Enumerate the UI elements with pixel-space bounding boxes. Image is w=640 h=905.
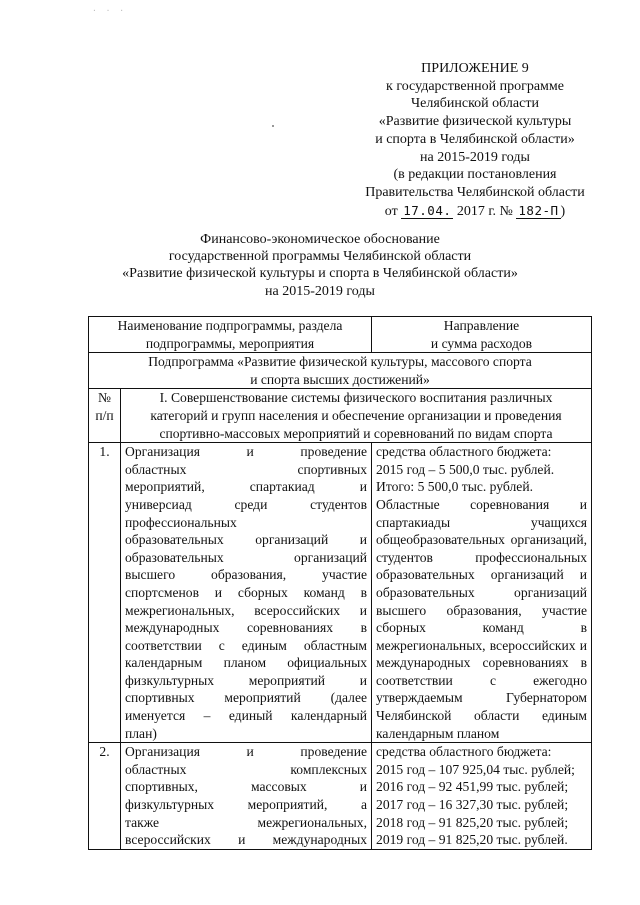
appendix-line: ПРИЛОЖЕНИЕ 9 xyxy=(421,61,529,76)
order-reference xyxy=(340,202,610,221)
cell-line: Челябинской области единым xyxy=(376,708,588,724)
table-header-row xyxy=(89,317,592,353)
cell-line: всероссийских и международных xyxy=(125,832,368,848)
cell-line: общеобразовательных организаций, xyxy=(376,532,588,548)
header-direction-line: и сумма расходов xyxy=(430,335,533,351)
cell-line: физкультурных мероприятий, а xyxy=(125,797,368,813)
title-line: Финансово-экономическое обоснование xyxy=(200,232,440,247)
appendix-line: Челябинской области xyxy=(411,96,539,112)
cell-line: областных спортивных xyxy=(125,461,368,477)
cell-line: также межрегиональных, xyxy=(125,814,368,830)
cell-line: межрегиональных, всероссийских и xyxy=(125,602,368,618)
cell-line: календарным планом xyxy=(376,725,500,741)
title-line: «Развитие физической культуры и спорта в Челябинской области» xyxy=(122,266,518,282)
scan-artifact: · · · xyxy=(92,6,127,15)
scan-dot xyxy=(272,125,274,127)
section-row xyxy=(89,389,592,443)
appendix-line: и спорта в Челябинской области» xyxy=(375,131,575,147)
header-direction-line: Направление xyxy=(443,318,520,333)
cell-line: средства областного бюджета: xyxy=(376,744,552,760)
cell-line: 2017 год – 16 327,30 тыс. рублей; xyxy=(376,797,569,813)
cell-line: спортсменов и сборных команд в xyxy=(125,584,368,600)
appendix-line: «Развитие физической культуры xyxy=(378,114,572,130)
cell-line: физкультурных мероприятий и xyxy=(125,672,368,688)
cell-line: спартакиады учащихся xyxy=(376,514,588,530)
activity-name-cell xyxy=(121,443,372,743)
cell-line: Организация и проведение xyxy=(125,744,368,760)
cell-line: Организация и проведение xyxy=(125,444,368,460)
cell-line: международных соревнованиях в xyxy=(125,620,368,636)
subprogram-row xyxy=(89,353,592,389)
cell-line: именуется – единый календарный xyxy=(125,708,368,724)
header-name-cell xyxy=(89,317,372,353)
title-line: государственной программы Челябинской области xyxy=(168,249,472,265)
section-line: спортивно-массовых мероприятий и соревнований по видам спорта xyxy=(159,425,553,441)
table-row xyxy=(89,443,592,743)
subprogram-line: и спорта высших достижений» xyxy=(250,371,430,387)
cell-line: образовательных организаций xyxy=(376,584,588,600)
document-title xyxy=(80,231,560,300)
section-line: категорий и групп населения и обеспечение организации и проведения xyxy=(150,407,562,423)
cell-line: международных соревнованиях в xyxy=(376,655,588,671)
activity-name-cell xyxy=(121,743,372,850)
appendix-line: к государственной программе xyxy=(386,78,564,94)
cell-line: соответствии с единым областным xyxy=(125,637,368,653)
order-number: 182-П xyxy=(518,202,559,218)
appendix-line: Правительства Челябинской области xyxy=(365,184,585,200)
order-prefix: от xyxy=(384,203,398,219)
cell-line: межрегиональных, всероссийских и xyxy=(376,637,588,653)
cell-line: образовательных организаций и xyxy=(125,532,368,548)
cell-line: утверждаемым Губернатором xyxy=(376,690,588,706)
cell-line: универсиад среди студентов xyxy=(125,496,368,512)
financial-table xyxy=(88,316,592,850)
num-label: № xyxy=(98,390,111,406)
cell-line: образовательных организаций xyxy=(125,549,368,565)
cell-line: календарным планом официальных xyxy=(125,655,368,671)
cell-line: средства областного бюджета: xyxy=(376,444,552,460)
cell-line: 2016 год – 92 451,99 тыс. рублей; xyxy=(376,779,569,795)
table-row xyxy=(89,743,592,850)
order-date: 17.04. xyxy=(403,202,452,218)
cell-line: сборных команд в xyxy=(376,620,588,636)
cell-line: Итого: 5 500,0 тыс. рублей. xyxy=(376,479,533,495)
subprogram-cell xyxy=(89,353,592,389)
cell-line: высшего образования, участие xyxy=(376,602,588,618)
cell-line: профессиональных xyxy=(125,514,237,530)
cell-line: мероприятий, спартакиад и xyxy=(125,479,368,495)
cell-line: 2015 год – 107 925,04 тыс. рублей; xyxy=(376,761,575,777)
appendix-line: на 2015-2019 годы xyxy=(420,149,530,165)
num-label: п/п xyxy=(95,407,114,423)
cell-line: спортивных мероприятий (далее xyxy=(125,690,368,706)
row-number: 2. xyxy=(89,743,121,850)
cell-line: студентов профессиональных xyxy=(376,549,588,565)
cell-line: образовательных организаций и xyxy=(376,567,588,583)
row-number: 1. xyxy=(89,443,121,743)
section-line: I. Совершенствование системы физического воспитания различных xyxy=(159,390,553,406)
order-suffix: ) xyxy=(560,203,566,219)
cell-line: 2018 год – 91 825,20 тыс. рублей; xyxy=(376,814,569,830)
order-year: 2017 г. № xyxy=(456,203,513,219)
cell-line: план) xyxy=(125,725,157,741)
header-name-line: Наименование подпрограммы, раздела xyxy=(117,318,343,333)
cell-line: областных комплексных xyxy=(125,761,368,777)
direction-cell xyxy=(372,743,592,850)
cell-line: спортивных, массовых и xyxy=(125,779,368,795)
title-line: на 2015-2019 годы xyxy=(265,283,375,299)
cell-line: соответствии с ежегодно xyxy=(376,672,588,688)
header-name-line: подпрограммы, мероприятия xyxy=(145,335,315,351)
section-num-cell xyxy=(89,389,121,443)
financial-table-wrapper xyxy=(88,316,591,850)
subprogram-line: Подпрограмма «Развитие физической культуры, массового спорта xyxy=(148,354,532,370)
cell-line: 2015 год – 5 500,0 тыс. рублей. xyxy=(376,461,555,477)
appendix-line: (в редакции постановления xyxy=(393,167,557,183)
cell-line: 2019 год – 91 825,20 тыс. рублей. xyxy=(376,832,568,848)
section-title-cell xyxy=(121,389,592,443)
appendix-header xyxy=(340,60,610,220)
header-direction-cell xyxy=(372,317,592,353)
direction-cell xyxy=(372,443,592,743)
cell-line: Областные соревнования и xyxy=(376,496,588,512)
cell-line: высшего образования, участие xyxy=(125,567,368,583)
